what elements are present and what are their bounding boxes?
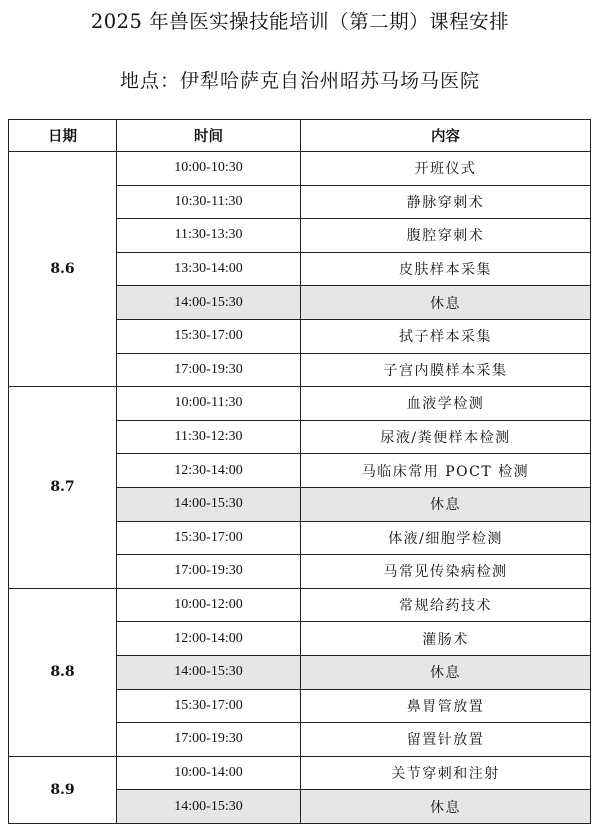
content-cell: 马常见传染病检测 [301, 555, 591, 589]
time-cell: 10:00-12:00 [117, 588, 301, 622]
rest-cell: 休息 [301, 655, 591, 689]
content-cell: 关节穿刺和注射 [301, 756, 591, 790]
content-cell: 留置针放置 [301, 723, 591, 757]
time-cell: 14:00-15:30 [117, 790, 301, 824]
rest-cell: 休息 [301, 790, 591, 824]
content-cell: 常规给药技术 [301, 588, 591, 622]
time-cell: 14:00-15:30 [117, 655, 301, 689]
time-cell: 10:30-11:30 [117, 185, 301, 219]
header-date: 日期 [9, 120, 117, 152]
date-cell: 8.6 [9, 152, 117, 387]
header-content: 内容 [301, 120, 591, 152]
content-cell: 皮肤样本采集 [301, 252, 591, 286]
time-cell: 11:30-13:30 [117, 219, 301, 253]
content-cell: 血液学检测 [301, 387, 591, 421]
content-cell: 子宫内膜样本采集 [301, 353, 591, 387]
rest-cell: 休息 [301, 286, 591, 320]
document-title: 2025 年兽医实操技能培训（第二期）课程安排 [90, 10, 510, 33]
time-cell: 10:00-14:00 [117, 756, 301, 790]
schedule-row [9, 152, 591, 186]
content-cell: 拭子样本采集 [301, 319, 591, 353]
schedule-row [9, 387, 591, 421]
time-cell: 15:30-17:00 [117, 319, 301, 353]
date-cell: 8.7 [9, 387, 117, 589]
content-cell: 鼻胃管放置 [301, 689, 591, 723]
location-line: 地点：伊犁哈萨克自治州昭苏马场马医院 [119, 70, 480, 92]
schedule-body [9, 152, 591, 824]
content-cell: 尿液/粪便样本检测 [301, 420, 591, 454]
time-cell: 17:00-19:30 [117, 555, 301, 589]
time-cell: 13:30-14:00 [117, 252, 301, 286]
time-cell: 14:00-15:30 [117, 286, 301, 320]
header-time: 时间 [117, 120, 301, 152]
content-cell: 灌肠术 [301, 622, 591, 656]
time-cell: 14:00-15:30 [117, 487, 301, 521]
time-cell: 17:00-19:30 [117, 723, 301, 757]
time-cell: 10:00-10:30 [117, 152, 301, 186]
content-cell: 静脉穿刺术 [301, 185, 591, 219]
time-cell: 17:00-19:30 [117, 353, 301, 387]
time-cell: 12:00-14:00 [117, 622, 301, 656]
schedule-table [8, 119, 591, 824]
date-cell: 8.8 [9, 588, 117, 756]
time-cell: 12:30-14:00 [117, 454, 301, 488]
content-cell: 体液/细胞学检测 [301, 521, 591, 555]
time-cell: 15:30-17:00 [117, 521, 301, 555]
content-cell: 马临床常用 POCT 检测 [301, 454, 591, 488]
header-row [9, 120, 591, 152]
time-cell: 11:30-12:30 [117, 420, 301, 454]
content-cell: 腹腔穿刺术 [301, 219, 591, 253]
schedule-row [9, 588, 591, 622]
date-cell: 8.9 [9, 756, 117, 823]
time-cell: 15:30-17:00 [117, 689, 301, 723]
rest-cell: 休息 [301, 487, 591, 521]
time-cell: 10:00-11:30 [117, 387, 301, 421]
content-cell: 开班仪式 [301, 152, 591, 186]
schedule-row [9, 756, 591, 790]
